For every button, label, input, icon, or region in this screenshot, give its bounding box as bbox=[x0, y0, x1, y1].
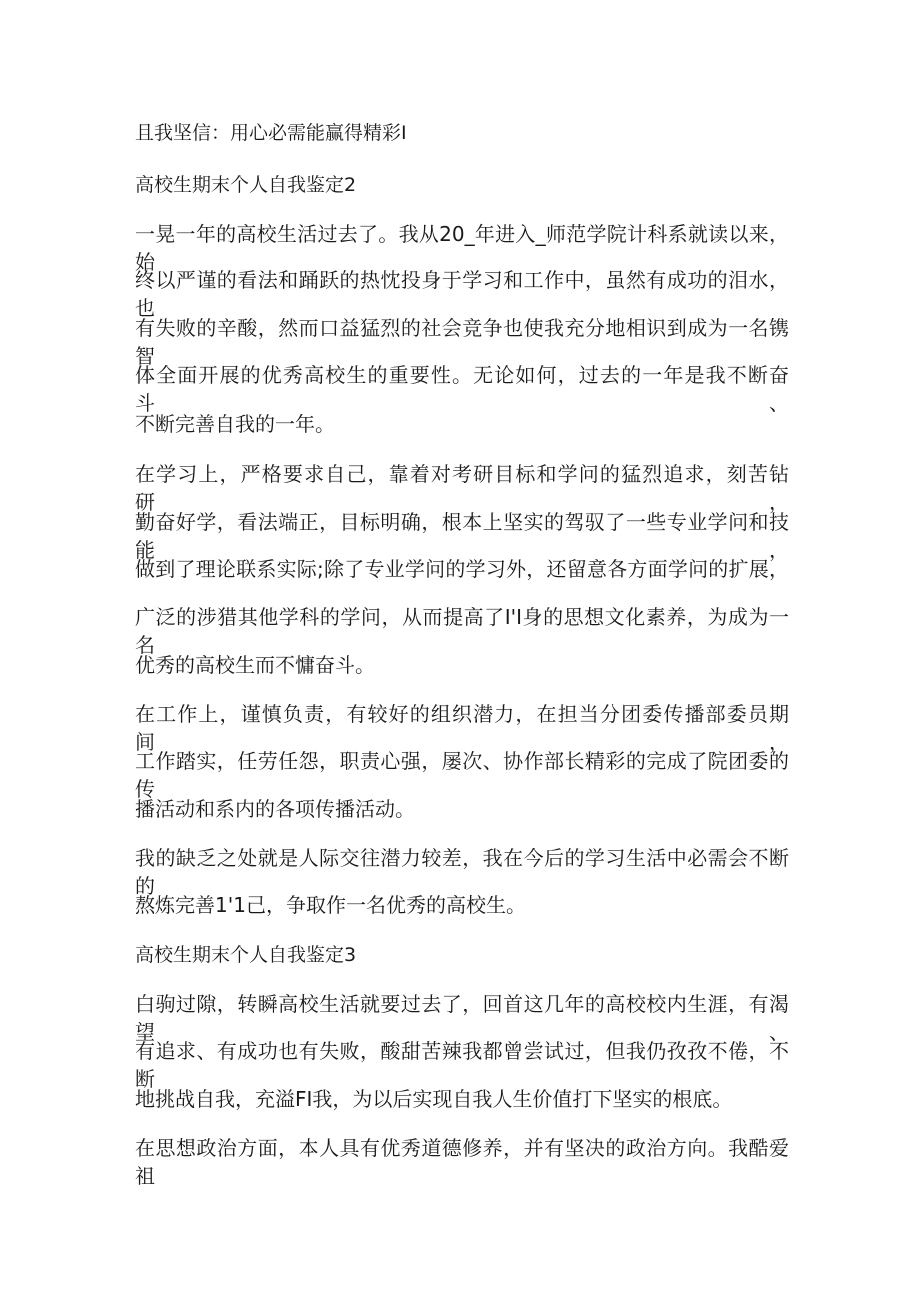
text-line: 体全面开展的优秀高校生的重要性。无论如何，过去的一年是我不断奋斗、 bbox=[135, 363, 789, 415]
text-line: 在思想政治方面，本人具有优秀道德修养，并有坚决的政治方向。我酷爱祖 bbox=[135, 1136, 789, 1188]
text-line: 做到了理论联系实际;除了专业学问的学习外，还留意各方面学问的扩展， bbox=[135, 557, 789, 581]
section-heading: 高校生期末个人自我鉴定2 bbox=[135, 174, 357, 196]
text-line: 我的缺乏之处就是人际交往潜力较差，我在今后的学习生活中必需会不断的 bbox=[135, 846, 789, 898]
text-line: 地挑战自我，充溢FI我，为以后实现自我人生价值打下坚实的根底。 bbox=[135, 1087, 733, 1111]
text-line: 白驹过隙，转瞬高校生活就要过去了，回首这几年的高校校内生涯，有渴望、 bbox=[135, 992, 789, 1044]
text-line: 在工作上，谨慎负责，有较好的组织潜力，在担当分团委传播部委员期间， bbox=[135, 702, 789, 754]
text-line: 有失败的辛酸，然而口益猛烈的社会竞争也使我充分地相识到成为一名镌智 bbox=[135, 316, 789, 368]
text-line: 广泛的涉猎其他学科的学问，从而提高了I'I身的思想文化素养，为成为一名 bbox=[135, 605, 789, 657]
text-line: 不断完善自我的一年。 bbox=[135, 412, 335, 436]
text-line: 终以严谨的看法和踊跃的热忱投身于学习和工作中，虽然有成功的泪水，也 bbox=[135, 268, 789, 320]
text-line: 熬炼完善1'1己，争取作一名优秀的高校生。 bbox=[135, 893, 526, 917]
section-heading: 且我坚信：用心必需能赢得精彩I bbox=[135, 122, 407, 144]
text-line: 播活动和系内的各项传播活动。 bbox=[135, 797, 415, 821]
section-heading: 高校生期末个人自我鉴定3 bbox=[135, 944, 357, 966]
text-line: 工作踏实，任劳任怨，职责心强，屡次、协作部长精彩的完成了院团委的传 bbox=[135, 749, 789, 801]
text-line: 优秀的高校生而不慵奋斗。 bbox=[135, 653, 375, 677]
text-line: 勤奋好学，看法端正，目标明确，根本上坚实的驾驭了一些专业学问和技能， bbox=[135, 510, 789, 562]
text-line: 一晃一年的高校生活过去了。我从20_年进入_师范学院计科系就读以来，始 bbox=[135, 222, 789, 274]
text-line: 有追求、有成功也有失败，酸甜苦辣我都曾尝试过，但我仍孜孜不倦，不断 bbox=[135, 1039, 789, 1091]
text-line: 在学习上，严格要求自己，靠着对考研目标和学问的猛烈追求，刻苦钻研， bbox=[135, 462, 789, 514]
